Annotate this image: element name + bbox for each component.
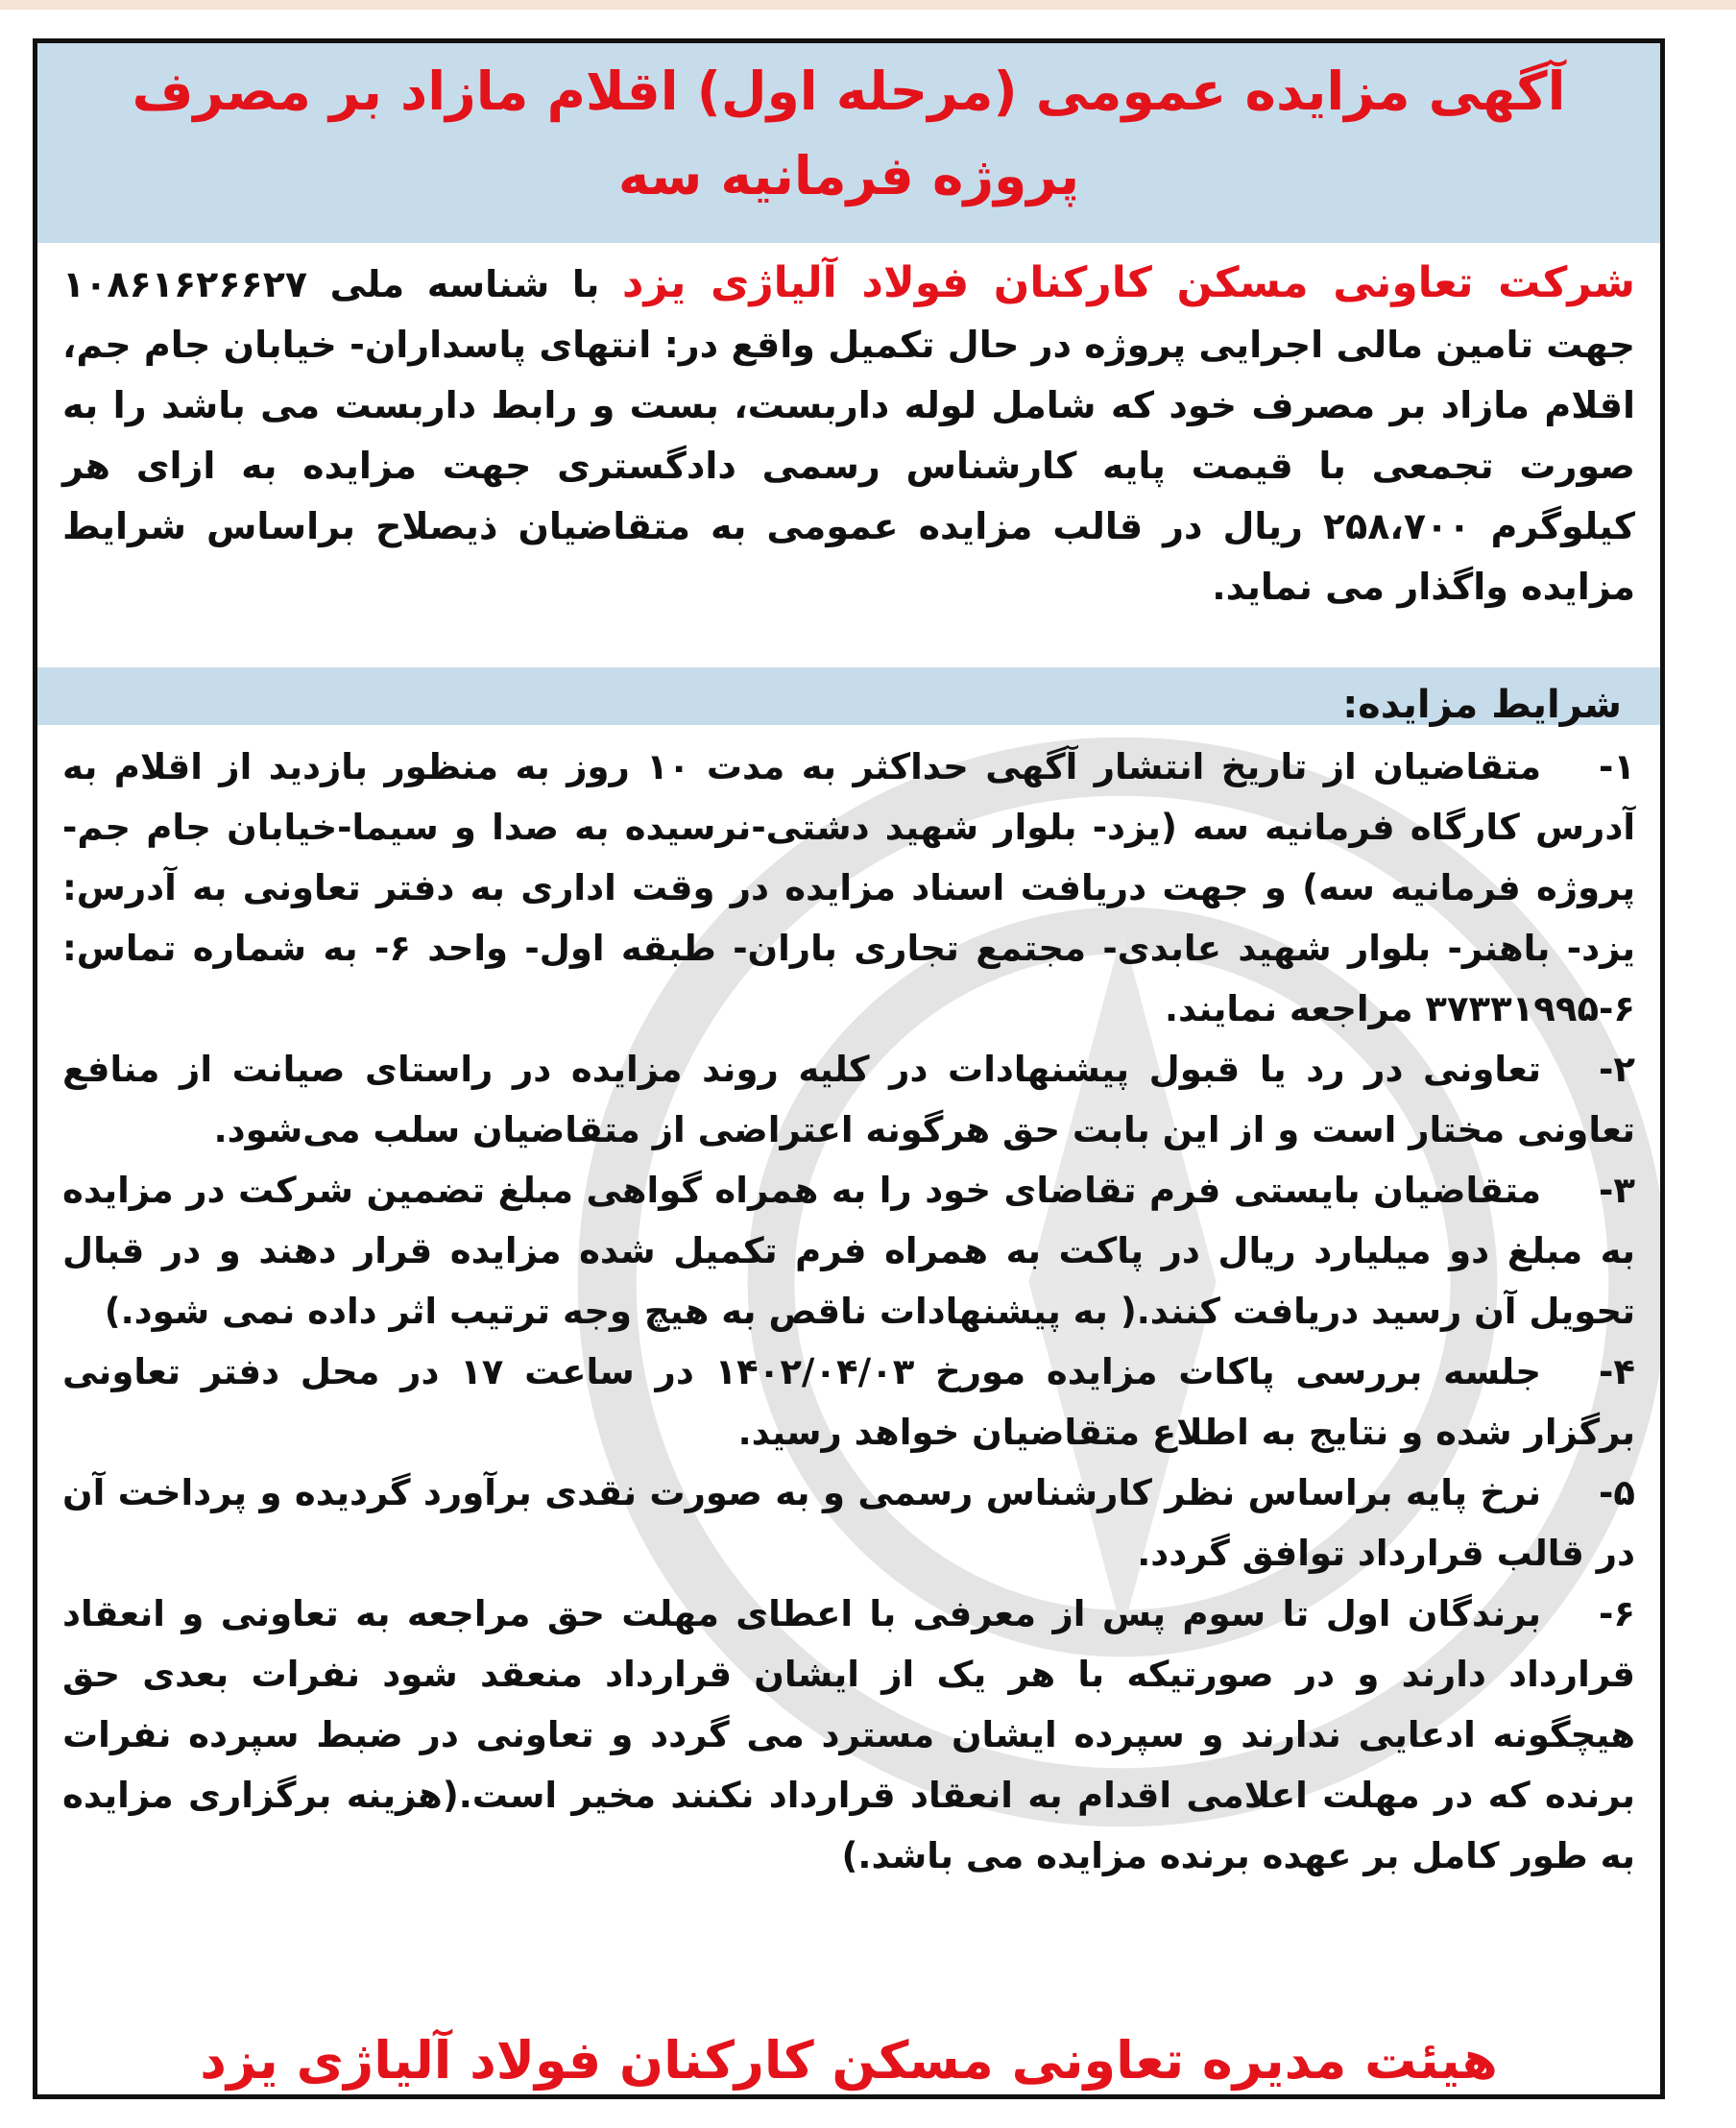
company-name: شرکت تعاونی مسکن کارکنان فولاد آلیاژی یزد <box>621 258 1635 307</box>
condition-text: جلسه بررسی پاکات مزایده مورخ ۱۴۰۲/۰۴/۰۳ در ساعت ۱۷ در محل دفتر تعاونی برگزار شده و نتایج به اطلاع متقاضیان خواهد رسید. <box>62 1351 1635 1453</box>
condition-text: تعاونی در رد یا قبول پیشنهادات در کلیه روند مزایده در راستای صیانت از منافع تعاونی مختار است و از این بابت حق هرگونه اعتراضی از متقاضیان سلب می‌شود. <box>62 1049 1635 1150</box>
conditions-list <box>37 737 1660 1886</box>
notice-frame <box>33 38 1665 2099</box>
condition-number: ۳- <box>1599 1170 1635 1211</box>
intro-text: با شناسه ملی ۱۰۸۶۱۶۲۶۶۲۷ جهت تامین مالی اجرایی پروژه در حال تکمیل واقع در: انتهای پاسداران- خیابان جام جم، اقلام مازاد بر مصرف خود که شامل لوله داربست، بست و رابط داربست می باشد را به صورت تجمعی با قیمت پایه کارشناس رسمی دادگستری جهت مزایده به ازای هر کیلوگرم ۲۵۸،۷۰۰ ریال در قالب مزایده عمومی به متقاضیان ذیصلاح براساس شرایط مزایده واگذار می نماید. <box>62 263 1635 608</box>
condition-text: متقاضیان بایستی فرم تقاضای خود را به همراه گواهی مبلغ تضمین شرکت در مزایده به مبلغ دو میلیارد ریال در پاکت به همراه فرم تکمیل شده مزایده قرار دهند و در قبال تحویل آن رسید دریافت کنند.( به پیشنهادات ناقص به هیچ وجه ترتیب اثر داده نمی شود.) <box>62 1170 1635 1332</box>
condition-item <box>62 1342 1635 1463</box>
condition-item <box>62 1039 1635 1160</box>
title-band <box>37 43 1660 243</box>
condition-number: ۲- <box>1599 1049 1635 1090</box>
conditions-heading: شرایط مزایده: <box>1342 683 1622 727</box>
condition-number: ۱- <box>1599 746 1635 787</box>
condition-number: ۶- <box>1599 1593 1635 1634</box>
intro-paragraph <box>37 245 1660 665</box>
condition-item <box>62 737 1635 1039</box>
top-cropped-strip <box>0 0 1736 10</box>
condition-item <box>62 1584 1635 1886</box>
notice-title: آگهی مزایده عمومی (مرحله اول) اقلام مازاد بر مصرف پروژه فرمانیه سه <box>132 60 1566 206</box>
board-signature: هیئت مدیره تعاونی مسکن کارکنان فولاد آلیاژی یزد <box>200 2030 1498 2091</box>
condition-text: متقاضیان از تاریخ انتشار آگهی حداکثر به مدت ۱۰ روز به منظور بازدید از اقلام به آدرس کارگاه فرمانیه سه (یزد- بلوار شهید دشتی-نرسیده به صدا و سیما-خیابان جام جم-پروژه فرمانیه سه) و جهت دریافت اسناد مزایده در وقت اداری به دفتر تعاونی به آدرس: یزد- باهنر- بلوار شهید عابدی- مجتمع تجاری باران- طبقه اول- واحد ۶- به شماره تماس: ۶-۳۷۳۳۱۹۹۵ مراجعه نمایند. <box>62 746 1635 1029</box>
condition-number: ۴- <box>1599 1351 1635 1392</box>
condition-number: ۵- <box>1599 1472 1635 1513</box>
condition-text: نرخ پایه براساس نظر کارشناس رسمی و به صورت نقدی برآورد گردیده و پرداخت آن در قالب قرارداد توافق گردد. <box>62 1472 1635 1574</box>
condition-item <box>62 1463 1635 1584</box>
condition-item <box>62 1160 1635 1342</box>
condition-text: برندگان اول تا سوم پس از معرفی با اعطای مهلت حق مراجعه به تعاونی و انعقاد قرارداد دارند و در صورتیکه با هر یک از ایشان قرارداد منعقد شود نفرات بعدی حق هیچگونه ادعایی ندارند و سپرده ایشان مسترد می گردد و تعاونی در ضبط سپرده نفرات برنده که در مهلت اعلامی اقدام به انعقاد قرارداد نکنند مخیر است.(هزینه برگزاری مزایده به طور کامل بر عهده برنده مزایده می باشد.) <box>62 1593 1635 1876</box>
